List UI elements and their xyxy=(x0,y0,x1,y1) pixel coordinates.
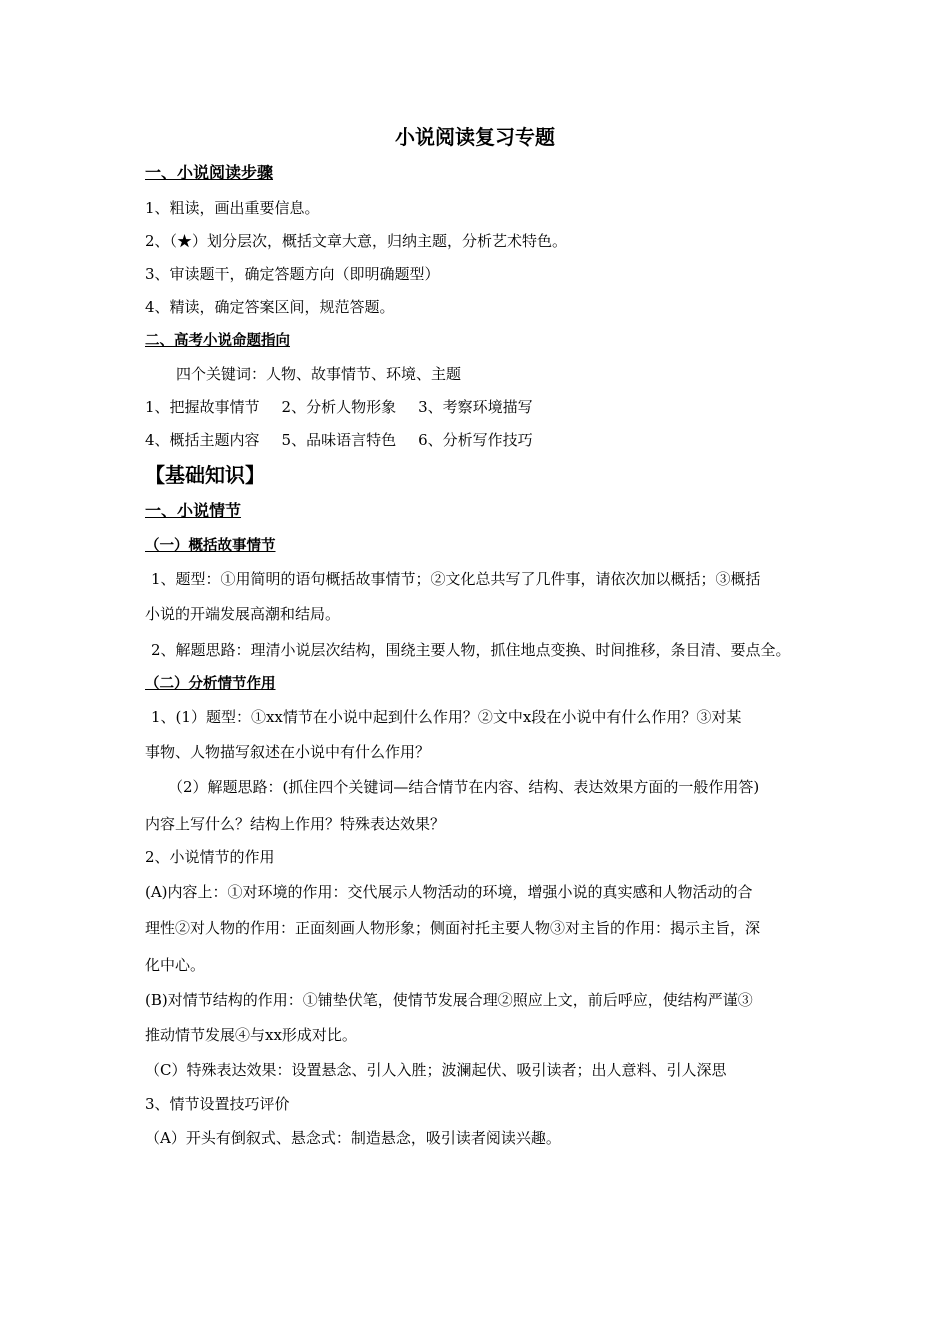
direction-item: 6、分析写作技巧 xyxy=(418,431,533,449)
direction-item: 2、分析人物形象 xyxy=(281,398,397,416)
direction-item: 3、考察环境描写 xyxy=(418,398,533,416)
direction-item: 1、把握故事情节 xyxy=(145,398,260,416)
plot-section-heading: 一、小说情节 xyxy=(145,501,242,520)
basics-heading: 【基础知识】 xyxy=(145,463,265,487)
direction-items-row-1 xyxy=(145,397,533,417)
paragraph-line: 1、题型：①用简明的语句概括故事情节；②文化总共写了几件事，请依次加以概括；③概括 xyxy=(151,570,761,588)
step-item: 2、（★）划分层次，概括文章大意，归纳主题，分析艺术特色。 xyxy=(145,232,568,250)
section-heading-reading-steps: 一、小说阅读步骤 xyxy=(145,163,274,182)
paragraph-line: (A)内容上：①对环境的作用：交代展示人物活动的环境，增强小说的真实感和人物活动的合 xyxy=(145,883,753,901)
section-heading-exam-direction: 二、高考小说命题指向 xyxy=(145,332,290,349)
paragraph-line: 3、情节设置技巧评价 xyxy=(145,1095,290,1113)
direction-items-row-2 xyxy=(145,430,533,450)
paragraph-line: 推动情节发展④与xx形成对比。 xyxy=(145,1026,357,1044)
paragraph-line: 2、解题思路：理清小说层次结构，围绕主要人物，抓住地点变换、时间推移，条目清、要点全。 xyxy=(151,641,791,659)
paragraph-line: 2、小说情节的作用 xyxy=(145,848,275,866)
paragraph-line: 事物、人物描写叙述在小说中有什么作用？ xyxy=(145,743,431,761)
paragraph-line: （2）解题思路：(抓住四个关键词—结合情节在内容、结构、表达效果方面的一般作用答) xyxy=(168,778,760,796)
direction-item: 5、品味语言特色 xyxy=(281,431,397,449)
paragraph-line: （A）开头有倒叙式、悬念式：制造悬念，吸引读者阅读兴趣。 xyxy=(145,1129,561,1147)
paragraph-line: （C）特殊表达效果：设置悬念、引人入胜；波澜起伏、吸引读者；出人意料、引人深思 xyxy=(145,1061,727,1079)
step-item: 3、审读题干，确定答题方向（即明确题型） xyxy=(145,265,440,283)
page-title: 小说阅读复习专题 xyxy=(395,125,555,149)
step-item: 1、粗读，画出重要信息。 xyxy=(145,199,320,217)
paragraph-line: (B)对情节结构的作用：①铺垫伏笔，使情节发展合理②照应上文，前后呼应，使结构严谨③ xyxy=(145,991,753,1009)
direction-item: 4、概括主题内容 xyxy=(145,431,260,449)
subsection-heading-analyze: （二）分析情节作用 xyxy=(145,675,276,692)
paragraph-line: 小说的开端发展高潮和结局。 xyxy=(145,605,341,623)
paragraph-line: 内容上写什么？结构上作用？特殊表达效果？ xyxy=(145,815,446,833)
paragraph-line: 理性②对人物的作用：正面刻画人物形象；侧面衬托主要人物③对主旨的作用：揭示主旨，深 xyxy=(145,919,761,937)
subsection-heading-summarize: （一）概括故事情节 xyxy=(145,537,276,554)
step-item: 4、精读，确定答案区间，规范答题。 xyxy=(145,298,395,316)
paragraph-line: 1、(1）题型：①xx情节在小说中起到什么作用？②文中x段在小说中有什么作用？③对某 xyxy=(151,708,742,726)
paragraph-line: 化中心。 xyxy=(145,956,206,974)
keywords-line: 四个关键词：人物、故事情节、环境、主题 xyxy=(176,365,462,383)
